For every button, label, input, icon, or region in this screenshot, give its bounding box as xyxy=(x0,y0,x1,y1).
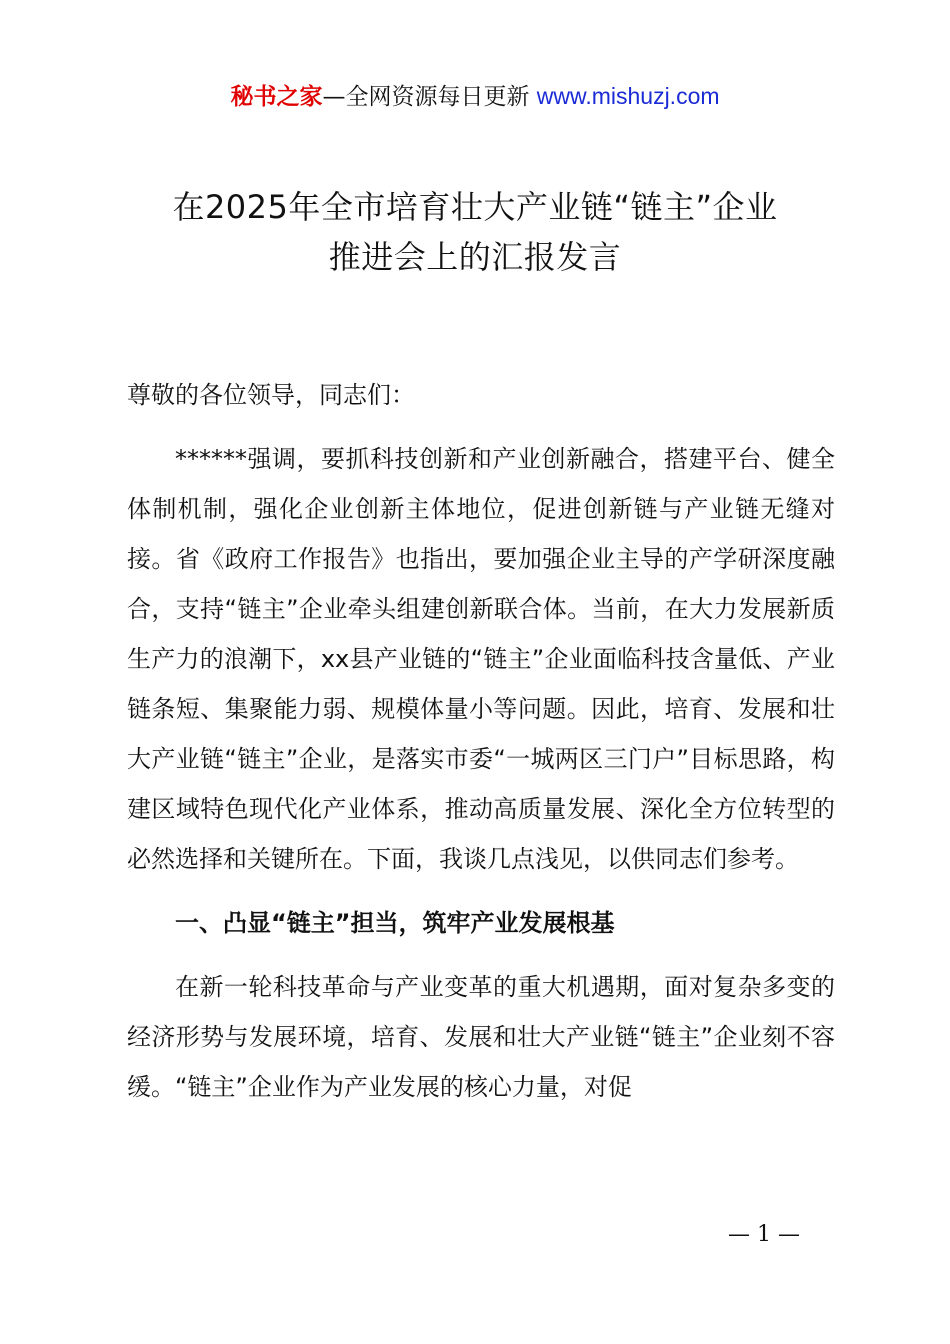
salutation: 尊敬的各位领导，同志们： xyxy=(127,381,415,409)
site-header xyxy=(0,80,950,113)
paragraph-2: 在新一轮科技革命与产业变革的重大机遇期，面对复杂多变的经济形势与发展环境，培育、发展和壮大产业链“链主”企业刻不容缓。“链主”企业作为产业发展的核心力量，对促 xyxy=(127,973,835,1101)
brand-name: 秘书之家 xyxy=(230,84,323,110)
paragraph-1: ******强调，要抓科技创新和产业创新融合，搭建平台、健全体制机制，强化企业创新主体地位，促进创新链与产业链无缝对接。省《政府工作报告》也指出，要加强企业主导的产学研深度融合，支持“链主”企业牵头组建创新联合体。当前，在大力发展新质生产力的浪潮下，xx县产业链的“链主”企业面临科技含量低、产业链条短、集聚能力弱、规模体量小等问题。因此，培育、发展和壮大产业链“链主”企业，是落实市委“一城两区三门户”目标思路，构建区域特色现代化产业体系，推动高质量发展、深化全方位转型的必然选择和关键所在。下面，我谈几点浅见，以供同志们参考。 xyxy=(127,445,835,873)
section-heading-1: 一、凸显“链主”担当，筑牢产业发展根基 xyxy=(175,909,615,937)
page-number: — 1 — xyxy=(728,1222,800,1247)
document-body xyxy=(127,370,835,1126)
header-slogan: —全网资源每日更新 xyxy=(322,84,530,110)
site-url[interactable]: www.mishuzj.com xyxy=(536,83,720,109)
document-title xyxy=(0,182,950,282)
title-line-1: 在2025年全市培育壮大产业链“链主”企业 xyxy=(172,188,778,226)
title-line-2: 推进会上的汇报发言 xyxy=(328,238,622,276)
